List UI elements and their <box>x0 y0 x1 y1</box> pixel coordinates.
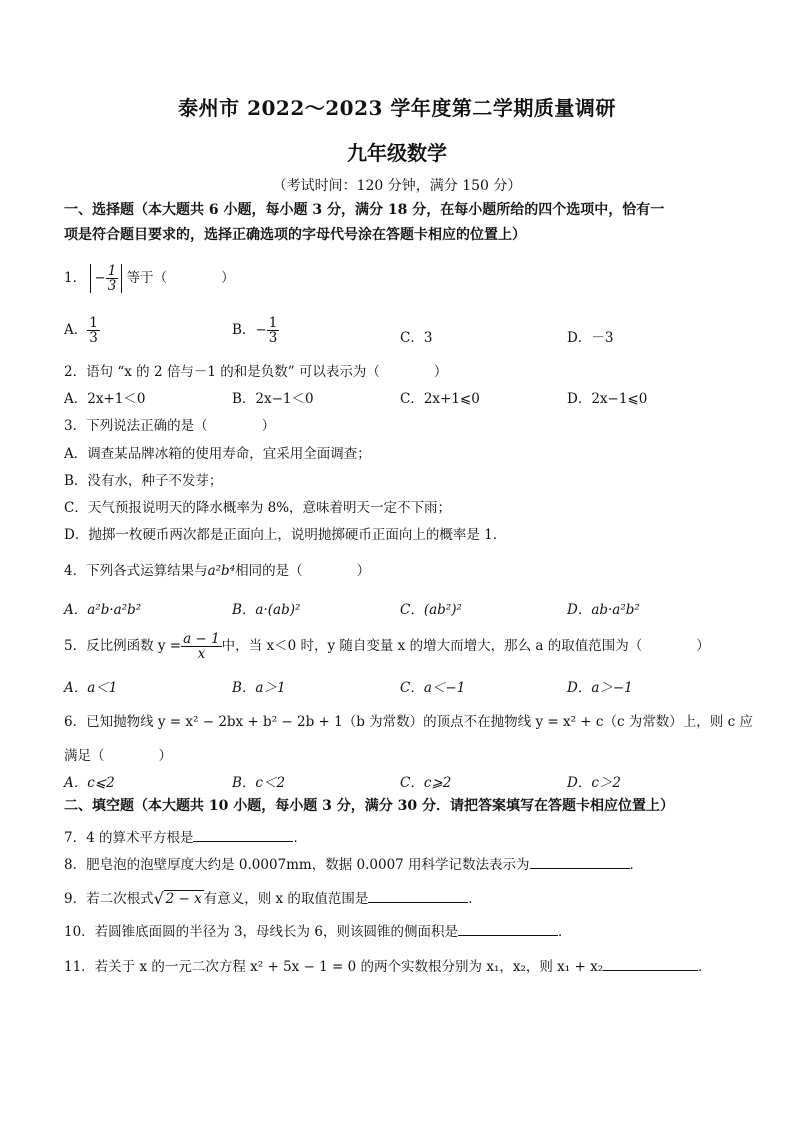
answer-blank <box>368 888 468 903</box>
q1-option-a: A． $\frac{1}{3}$ <box>64 315 98 347</box>
q6-option-d: D．c＞2 <box>567 775 621 791</box>
q2-option-c: C．2x+1⩽0 <box>400 391 480 407</box>
question-6-line1: 6．已知抛物线 y = x² − 2bx + b² − 2b + 1（b 为常数）的顶点不在抛物线 y = x² + c（c 为常数）上，则 c 应 <box>64 714 753 730</box>
q5-option-c: C．a＜−1 <box>400 680 466 696</box>
q2-option-b: B．2x−1＜0 <box>232 391 314 407</box>
q4-option-c: C．(ab²)² <box>400 602 462 618</box>
q5-option-d: D．a＞−1 <box>567 680 633 696</box>
question-3: 3．下列说法正确的是（ ） <box>64 418 276 434</box>
q1-option-d: D．－3 <box>567 330 614 346</box>
q3-option-b: B．没有水，种子不发芽； <box>64 473 223 489</box>
question-5: 5．反比例函数 y = $\frac{a - 1}{x}$ 中，当 x＜0 时，y 随自变量 x 的增大而增大，那么 a 的取值范围为（ ） <box>64 631 710 663</box>
q4-option-b: B．a·(ab)² <box>232 602 301 618</box>
answer-blank <box>458 921 558 936</box>
q3-option-c: C．天气预报说明天的降水概率为 8%，意味着明天一定不下雨； <box>64 500 452 516</box>
answer-blank <box>193 827 293 842</box>
question-4: 4．下列各式运算结果与a²b⁴相同的是（ ） <box>64 563 371 579</box>
q2-option-d: D．2x−1⩽0 <box>567 391 648 407</box>
answer-blank <box>530 854 630 869</box>
question-1: 1． − $\frac{1}{3}$ 等于（ ） <box>64 263 235 295</box>
q3-option-a: A．调查某品牌冰箱的使用寿命，宜采用全面调查； <box>64 446 371 462</box>
question-2: 2．语句 “x 的 2 倍与－1 的和是负数” 可以表示为（ ） <box>64 364 448 380</box>
question-10: 10．若圆锥底面圆的半径为 3，母线长为 6，则该圆锥的侧面积是 ． <box>64 920 571 940</box>
q1-option-c: C．3 <box>400 330 433 346</box>
q2-option-a: A．2x+1＜0 <box>64 391 146 407</box>
question-8: 8．肥皂泡的泡壁厚度大约是 0.0007mm，数据 0.0007 用科学记数法表示为 ． <box>64 853 643 873</box>
section1-heading: 一、选择题（本大题共 6 小题，每小题 3 分，满分 18 分，在每小题所给的四个选项中，恰有一 项是符合题目要求的，选择正确选项的字母代号涂在答题卡相应的位置上） <box>64 202 665 243</box>
question-11: 11．若关于 x 的一元二次方程 x² + 5x − 1 = 0 的两个实数根分别为 x₁，x₂，则 x₁ + x₂ ． <box>64 955 712 975</box>
exam-subject: 九年级数学 <box>347 141 447 165</box>
answer-blank <box>603 956 698 971</box>
exam-info: （考试时间：120 分钟，满分 150 分） <box>272 178 522 194</box>
square-root: √ 2 − x <box>153 889 202 908</box>
q3-option-d: D．抛掷一枚硬币两次都是正面向上，说明抛掷硬币正面向上的概率是 1． <box>64 527 507 543</box>
absolute-value: − $\frac{1}{3}$ <box>90 264 122 293</box>
section2-heading: 二、填空题（本大题共 10 小题，每小题 3 分，满分 30 分．请把答案填写在答题卡相应位置上） <box>64 798 674 814</box>
q1-option-b: B．− $\frac{1}{3}$ <box>232 315 278 347</box>
q4-option-d: D．ab·a²b² <box>567 602 640 618</box>
exam-title: 泰州市 2022～2023 学年度第二学期质量调研 <box>178 96 616 120</box>
question-7: 7．4 的算术平方根是 ． <box>64 826 307 846</box>
q4-option-a: A．a²b·a²b² <box>64 602 142 618</box>
question-9: 9．若二次根式 √ 2 − x 有意义，则 x 的取值范围是 ． <box>64 889 482 908</box>
q6-option-c: C．c⩾2 <box>400 775 452 791</box>
q5-option-b: B．a＞1 <box>232 680 286 696</box>
question-6-line2: 满足（ ） <box>64 748 172 764</box>
q6-option-a: A．c⩽2 <box>64 775 115 791</box>
q5-option-a: A．a＜1 <box>64 680 118 696</box>
q6-option-b: B．c＜2 <box>232 775 286 791</box>
